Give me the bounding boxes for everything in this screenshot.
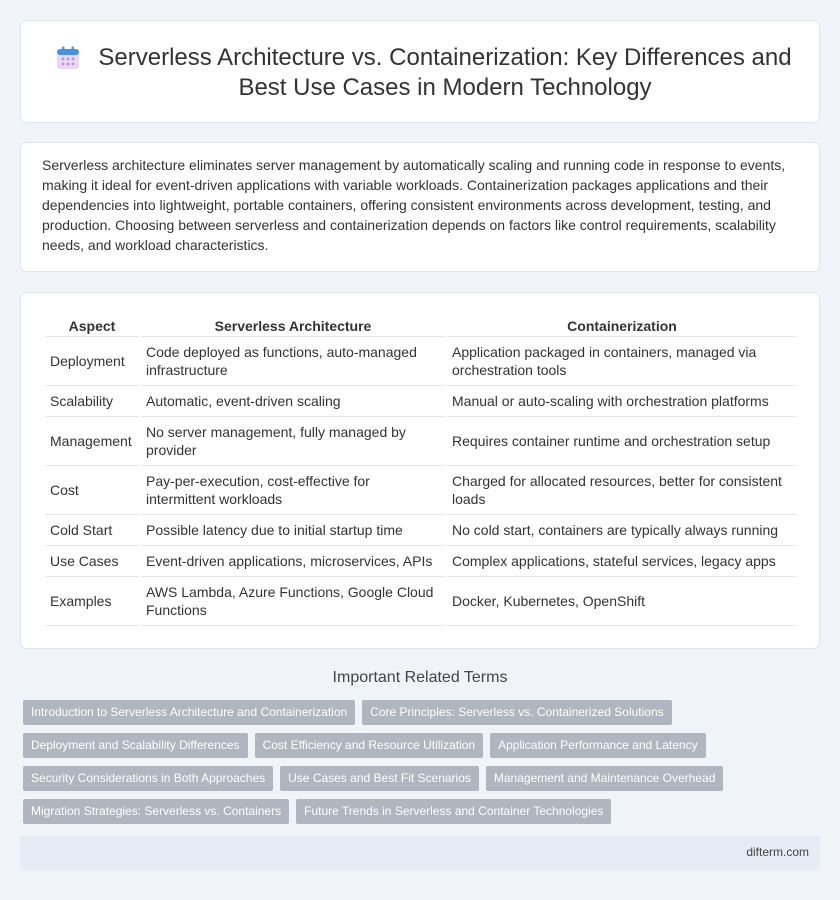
row-serverless: AWS Lambda, Azure Functions, Google Cloud Functions [141,577,445,626]
related-term-tag[interactable]: Introduction to Serverless Architecture and Containerization [23,700,355,725]
related-term-tag[interactable]: Use Cases and Best Fit Scenarios [280,766,479,791]
related-term-tag[interactable]: Migration Strategies: Serverless vs. Containers [23,799,289,824]
related-terms-list [23,700,823,832]
row-containerization: Complex applications, stateful services, legacy apps [447,546,797,577]
row-containerization: Application packaged in containers, managed via orchestration tools [447,337,797,386]
footer [20,836,820,870]
comparison-table [43,315,799,626]
row-containerization: Charged for allocated resources, better for consistent loads [447,466,797,515]
comparison-card [20,292,820,649]
footer-site-link[interactable]: difterm.com [746,845,809,859]
row-serverless: Possible latency due to initial startup time [141,515,445,546]
related-term-tag[interactable]: Application Performance and Latency [490,733,705,758]
calendar-icon [55,45,81,71]
table-row [45,417,797,466]
table-row [45,546,797,577]
intro-paragraph: Serverless architecture eliminates server management by automatically scaling and running code in response to events, making it ideal for event-driven applications with variable workloads. Containerization packages applications and their dependencies into lightweight, portable containers, offering consistent environments across development, testing, and production. Choosing between serverless and containerization depends on factors like control requirements, scalability needs, and workload characteristics. [42,157,786,253]
row-containerization: Manual or auto-scaling with orchestration platforms [447,386,797,417]
intro-card [20,142,820,272]
page-title: Serverless Architecture vs. Containerization: Key Differences and Best Use Cases in Modern Technology [98,44,792,101]
row-serverless: Code deployed as functions, auto-managed infrastructure [141,337,445,386]
header-aspect: Aspect [45,315,139,337]
row-aspect: Examples [45,577,139,626]
row-aspect: Scalability [45,386,139,417]
row-serverless: Pay-per-execution, cost-effective for intermittent workloads [141,466,445,515]
table-row [45,466,797,515]
table-row [45,577,797,626]
row-serverless: Automatic, event-driven scaling [141,386,445,417]
table-row [45,386,797,417]
row-serverless: Event-driven applications, microservices, APIs [141,546,445,577]
row-aspect: Use Cases [45,546,139,577]
header-containerization: Containerization [447,315,797,337]
table-row [45,337,797,386]
related-terms-heading: Important Related Terms [332,669,508,686]
related-term-tag[interactable]: Cost Efficiency and Resource Utilization [255,733,484,758]
row-aspect: Cost [45,466,139,515]
title-card [20,20,820,123]
row-aspect: Cold Start [45,515,139,546]
table-row [45,515,797,546]
related-term-tag[interactable]: Core Principles: Serverless vs. Containerized Solutions [362,700,671,725]
related-term-tag[interactable]: Future Trends in Serverless and Container Technologies [296,799,611,824]
row-aspect: Management [45,417,139,466]
row-containerization: No cold start, containers are typically always running [447,515,797,546]
related-term-tag[interactable]: Security Considerations in Both Approaches [23,766,273,791]
row-containerization: Docker, Kubernetes, OpenShift [447,577,797,626]
table-header-row [45,315,797,337]
row-containerization: Requires container runtime and orchestration setup [447,417,797,466]
row-aspect: Deployment [45,337,139,386]
related-term-tag[interactable]: Deployment and Scalability Differences [23,733,248,758]
header-serverless: Serverless Architecture [141,315,445,337]
related-term-tag[interactable]: Management and Maintenance Overhead [486,766,723,791]
row-serverless: No server management, fully managed by provider [141,417,445,466]
